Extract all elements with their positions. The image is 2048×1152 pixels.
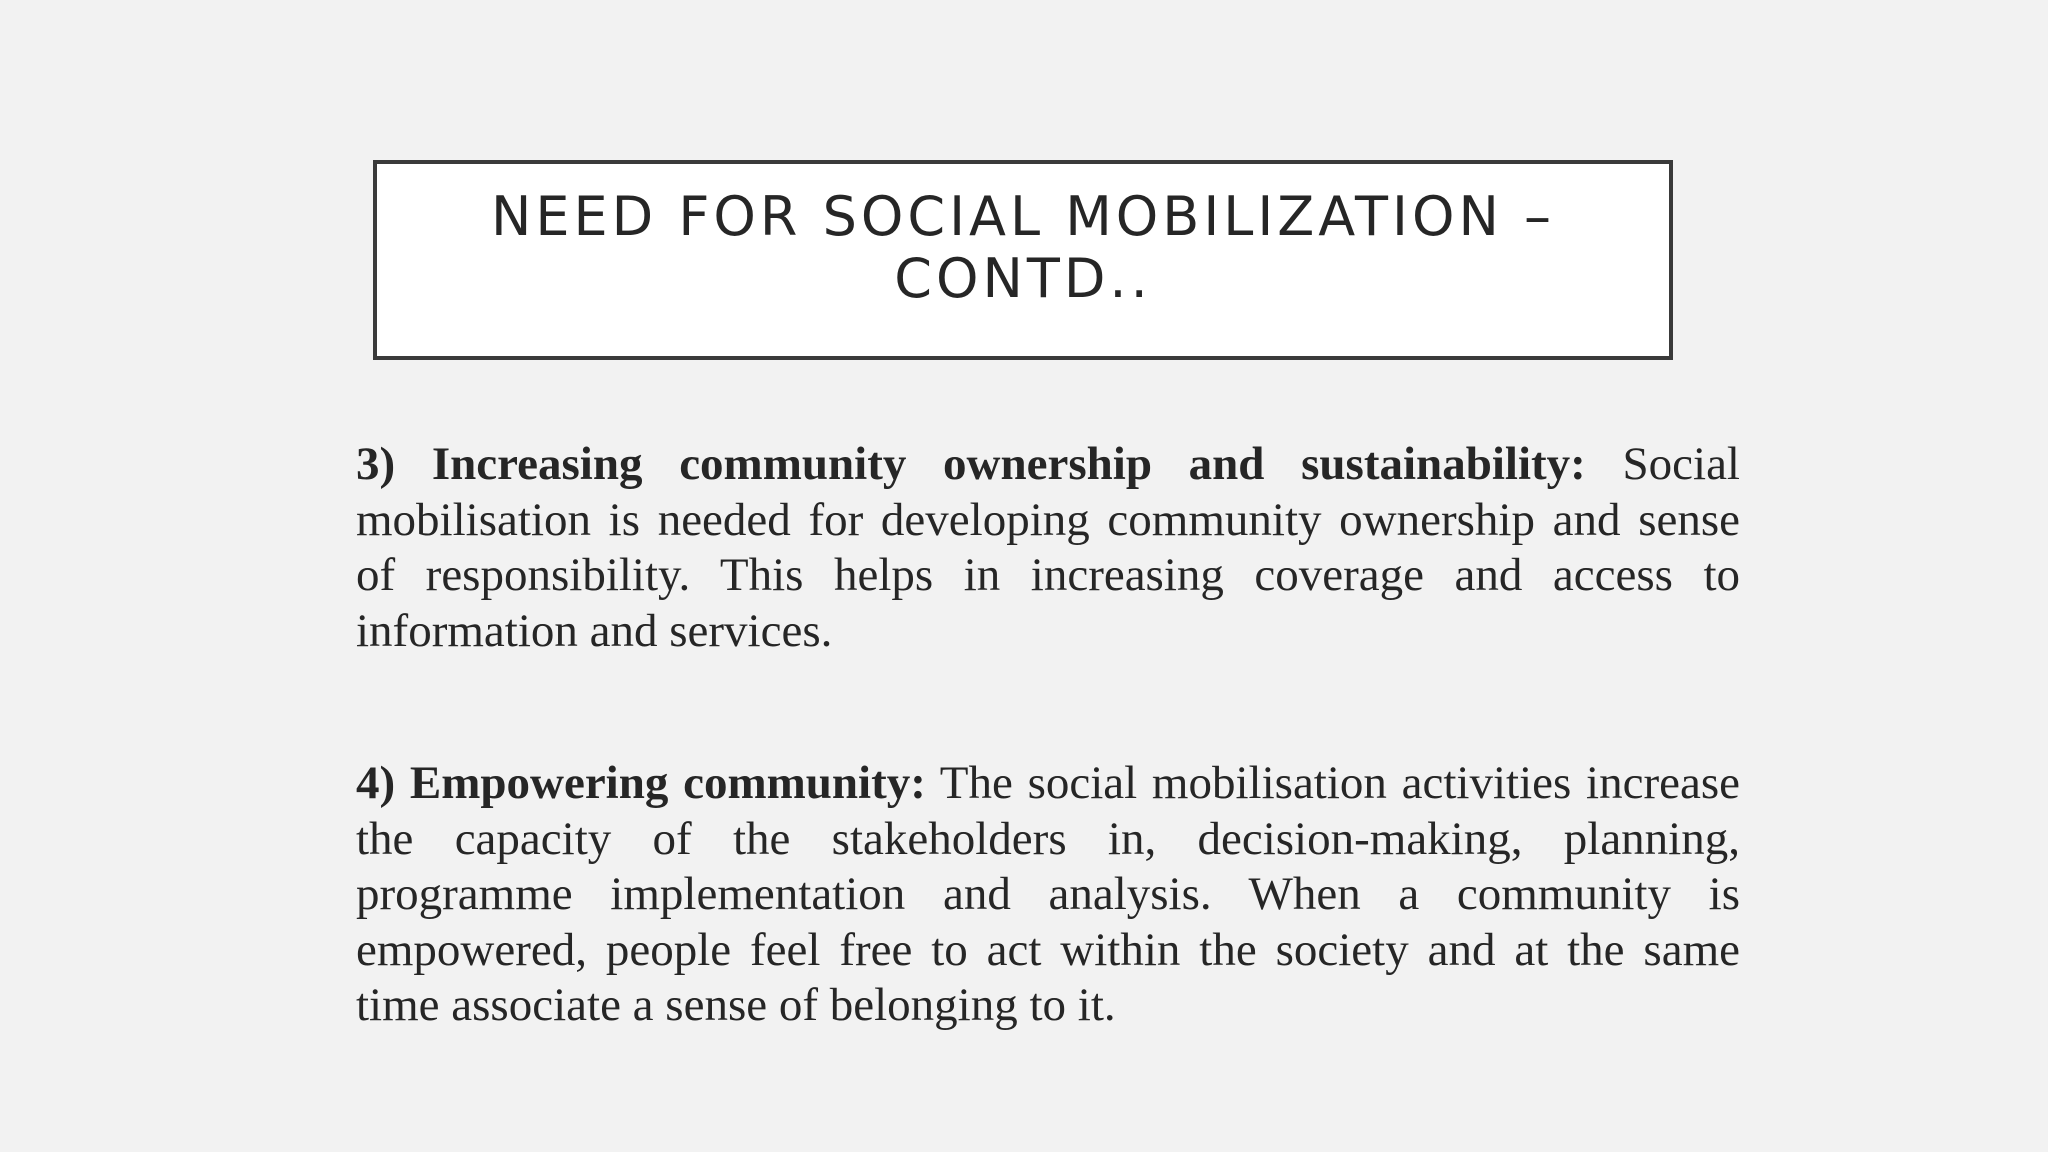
point-3-heading: 3) Increasing community ownership and sustainability: xyxy=(356,438,1586,490)
title-box xyxy=(373,160,1673,360)
slide-title-line-2: CONTD.. xyxy=(894,247,1152,310)
slide-title-line-1: NEED FOR SOCIAL MOBILIZATION – xyxy=(490,185,1556,248)
point-ownership-sustainability xyxy=(356,437,1740,659)
point-empowering-community xyxy=(356,756,1740,1034)
slide-title xyxy=(377,186,1669,310)
point-3-text: Social mobilisation is needed for developing community ownership and sense of responsibility. This helps in increasing coverage and access to information and services. xyxy=(356,438,1740,657)
point-4-heading: 4) Empowering community: xyxy=(356,757,926,809)
point-4-text: The social mobilisation activities increase the capacity of the stakeholders in, decision-making, planning, programme implementation and analysis. When a community is empowered, people feel free to act within the society and at the same time associate a sense of belonging to it. xyxy=(356,757,1740,1031)
